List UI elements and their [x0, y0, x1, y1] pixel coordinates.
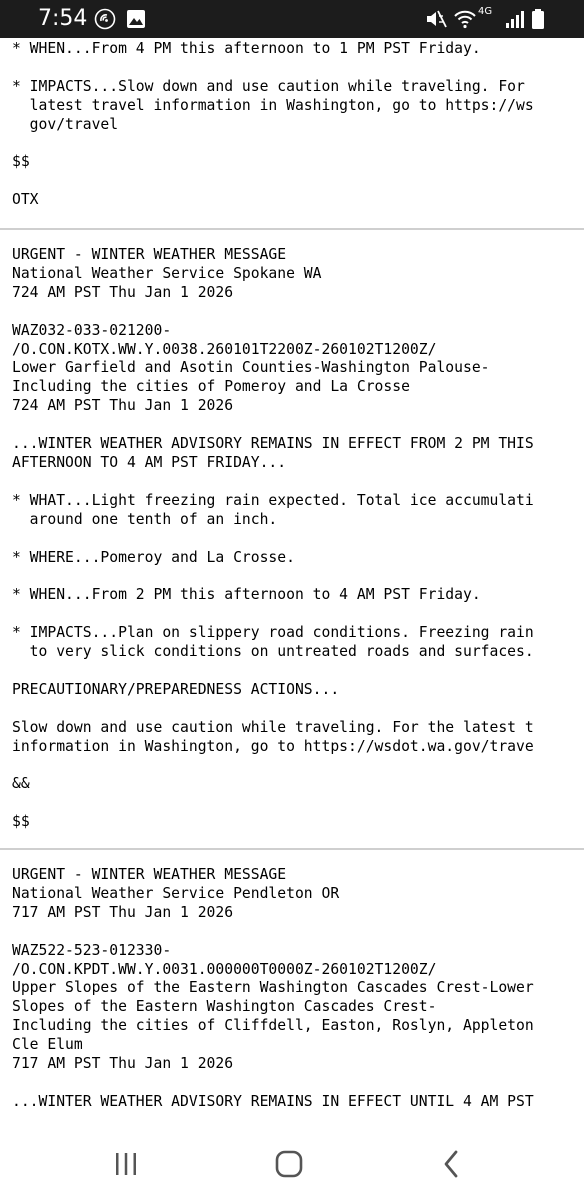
signal-icon — [504, 8, 526, 34]
navigation-bar — [0, 1128, 584, 1200]
weather-message-pendleton: URGENT - WINTER WEATHER MESSAGE National Weather Service Pendleton OR 717 AM PST Thu Jan 1 2026 WAZ522-523-012330- /O.CON.KPDT.WW.Y.0031.000000T0000Z-260102T1200Z/ Upper Slopes of the Eastern Washington Cascades Crest-Lower Slopes of the Eastern Washington Cascades Crest- Including the cities of Cliffdell, Easton, Roslyn, Appleton Cle Elum 717 AM PST Thu Jan 1 2026 ...WINTER WEATHER ADVISORY REMAINS IN EFFECT UNTIL 4 AM PST — [12, 866, 534, 1110]
weather-message-spokane: URGENT - WINTER WEATHER MESSAGE National Weather Service Spokane WA 724 AM PST Thu Jan 1 2026 WAZ032-033-021200- /O.CON.KOTX.WW.Y.0038.260101T2200Z-260102T1200Z/ Lower Garfield and Asotin Counties-Washington Palouse- Including the cities of Pomeroy and La Crosse 724 AM PST Thu Jan 1 2026 ...WINTER WEATHER ADVISORY REMAINS IN EFFECT FROM 2 PM THIS AFTERNOON TO 4 AM PST FRIDAY... * WHAT...Light freezing rain expected. Total ice accumulati around one tenth of an inch. * WHERE...Pomeroy and La Crosse. * WHEN...From 2 PM this afternoon to 4 AM PST Friday. * IMPACTS...Plan on slippery road conditions. Freezing rain to very slick conditions on untreated roads and surfaces. PRECAUTIONARY/PREPAREDNESS ACTIONS... Slow down and use caution while traveling. For the latest t information in Washington, go to https://wsdot.wa.gov/trave && $$ — [12, 246, 534, 831]
wifi-icon — [454, 8, 476, 34]
status-bar — [0, 0, 584, 38]
network-4g-icon: 4G — [478, 6, 493, 17]
radar-icon — [94, 8, 116, 34]
image-icon — [125, 8, 147, 34]
alert-text-content[interactable] — [0, 38, 584, 1128]
back-icon[interactable] — [430, 1148, 474, 1180]
battery-icon — [531, 8, 545, 34]
mute-icon — [424, 8, 448, 34]
home-icon[interactable] — [267, 1148, 311, 1180]
weather-message-continued: * WHEN...From 4 PM this afternoon to 1 PM PST Friday. * IMPACTS...Slow down and use caution while traveling. For latest travel information in Washington, go to https://ws gov/travel $$ OTX — [12, 40, 534, 209]
status-time: 7:54 — [38, 6, 88, 31]
recent-apps-icon[interactable] — [104, 1148, 148, 1180]
message-divider — [0, 228, 584, 230]
message-divider — [0, 848, 584, 850]
